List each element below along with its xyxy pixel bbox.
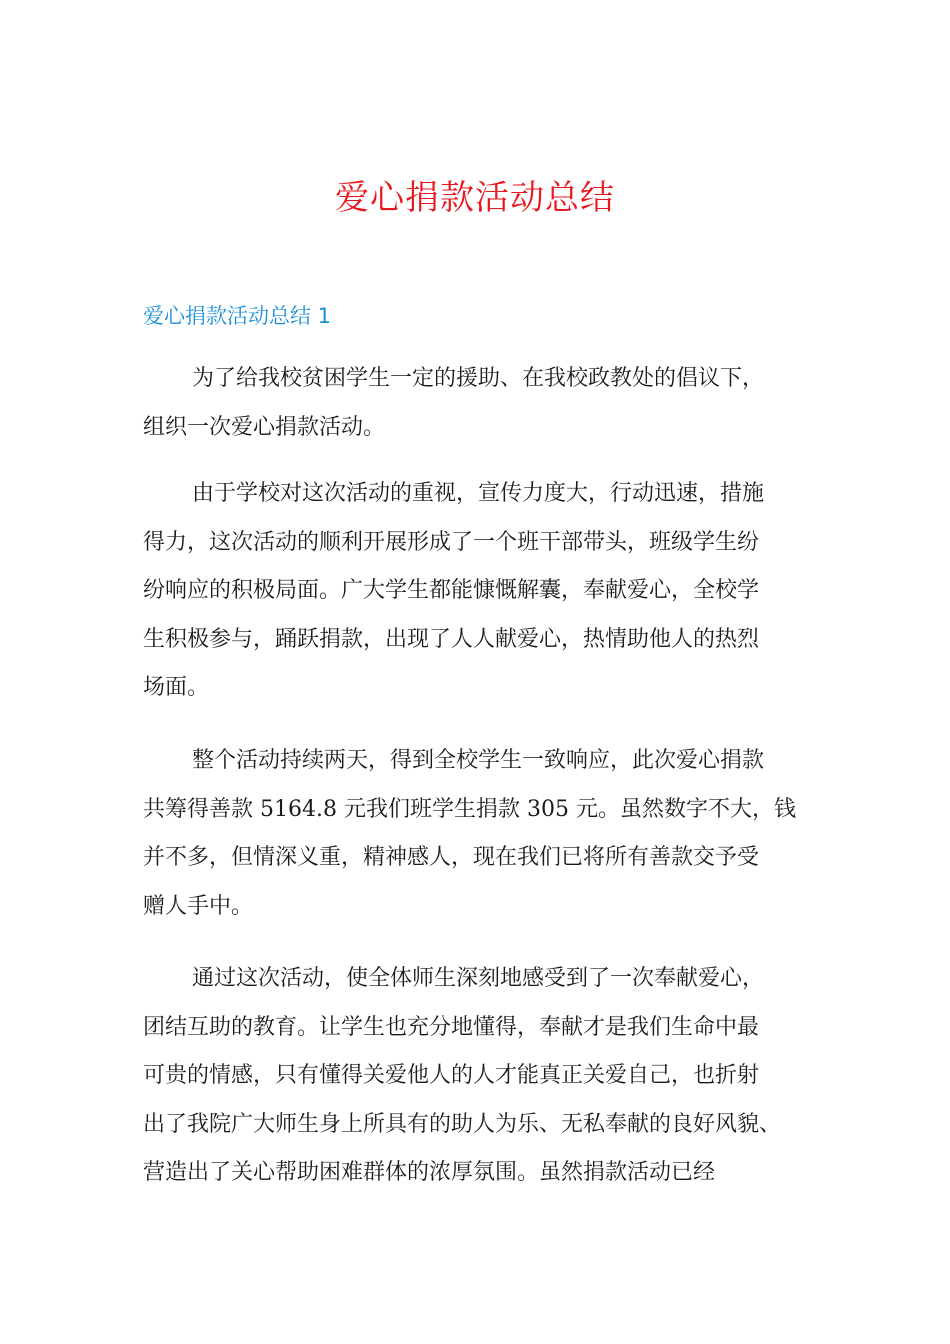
paragraph-line: 纷响应的积极局面。广大学生都能慷慨解囊，奉献爱心，全校学 bbox=[143, 578, 760, 603]
paragraph-line: 可贵的情感，只有懂得关爱他人的人才能真正关爱自己，也折射 bbox=[143, 1063, 760, 1088]
paragraph-line: 由于学校对这次活动的重视，宣传力度大，行动迅速，措施 bbox=[192, 481, 765, 506]
paragraph-line: 并不多，但情深义重，精神感人，现在我们已将所有善款交予受 bbox=[143, 845, 760, 870]
paragraph-line: 营造出了关心帮助困难群体的浓厚氛围。虽然捐款活动已经 bbox=[143, 1160, 716, 1185]
paragraph-line: 赠人手中。 bbox=[143, 893, 254, 919]
paragraph-line: 组织一次爱心捐款活动。 bbox=[143, 414, 386, 440]
paragraph-line: 得力，这次活动的顺利开展形成了一个班干部带头，班级学生纷 bbox=[143, 529, 760, 555]
document-title: 爱心捐款活动总结 bbox=[335, 178, 615, 218]
paragraph-line: 团结互助的教育。让学生也充分地懂得，奉献才是我们生命中最 bbox=[143, 1014, 760, 1040]
paragraph-line: 生积极参与，踊跃捐款，出现了人人献爱心，热情助他人的热烈 bbox=[143, 626, 760, 652]
paragraph-line: 整个活动持续两天，得到全校学生一致响应，此次爱心捐款 bbox=[192, 748, 765, 773]
paragraph-line: 共筹得善款 5164.8 元我们班学生捐款 305 元。虽然数字不大，钱 bbox=[143, 796, 796, 822]
paragraph-3 bbox=[143, 737, 813, 931]
paragraph-line: 通过这次活动，使全体师生深刻地感受到了一次奉献爱心， bbox=[192, 966, 765, 991]
section-heading: 爱心捐款活动总结 1 bbox=[143, 304, 332, 328]
paragraph-2 bbox=[143, 470, 813, 713]
paragraph-4 bbox=[143, 955, 813, 1198]
paragraph-1 bbox=[143, 355, 813, 452]
paragraph-line: 场面。 bbox=[143, 675, 210, 700]
paragraph-line: 为了给我校贫困学生一定的援助、在我校政教处的倡议下， bbox=[192, 366, 765, 391]
paragraph-line: 出了我院广大师生身上所具有的助人为乐、无私奉献的良好风貌、 bbox=[143, 1111, 782, 1137]
